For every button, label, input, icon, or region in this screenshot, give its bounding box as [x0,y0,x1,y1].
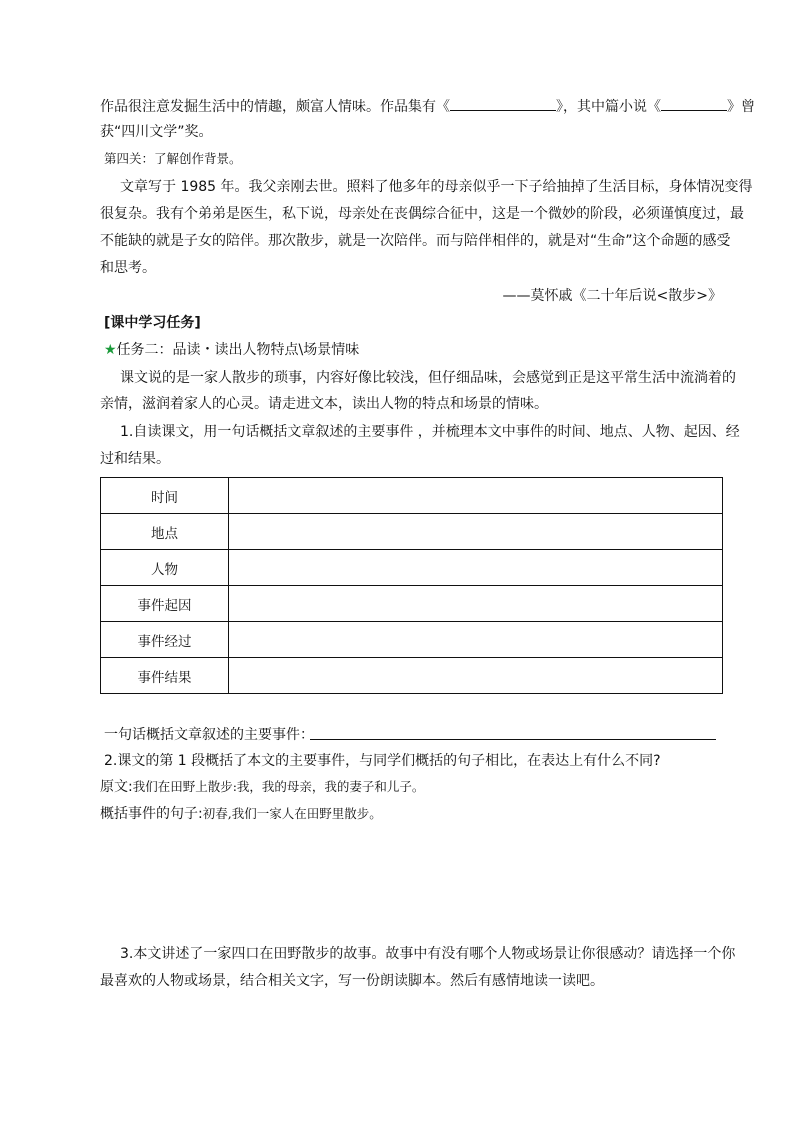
row-label-process: 事件经过 [101,622,229,658]
task2-title-text: 任务二：品读・读出人物特点\场景情味 [116,342,360,358]
stage4-para-line: 很复杂。我有个弟弟是医生，私下说，母亲处在丧偶综合征中，这是一个微妙的阶段，必须谨慎度过，最 [100,206,744,222]
intro-line-1 [100,96,755,117]
table-row [101,658,723,694]
table-row [101,586,723,622]
stage4-heading: 第四关：了解创作背景。 [104,151,242,166]
summary-sentence-label: 概括事件的句子: [100,806,203,822]
answer-cell-place[interactable] [229,514,723,550]
row-label-result: 事件结果 [101,658,229,694]
answer-cell-process[interactable] [229,622,723,658]
table-row [101,550,723,586]
summary-sentence [100,804,382,824]
question-2: 2.课文的第 1 段概括了本文的主要事件，与同学们概括的句子相比，在表达上有什么不同? [104,753,661,769]
row-label-people: 人物 [101,550,229,586]
task2-para-line: 亲情，滋润着家人的心灵。请走进文本，读出人物的特点和场景的情味。 [100,396,548,412]
task2-title [104,340,359,360]
section-title: [课中学习任务] [104,315,201,331]
intro-text-a: 作品很注意发掘生活中的情趣，颇富人情味。作品集有《 [100,99,450,115]
collection-blank[interactable] [450,96,556,111]
novel-blank[interactable] [661,96,727,111]
answer-cell-time[interactable] [229,478,723,514]
summary-label: 一句话概括文章叙述的主要事件： [104,727,314,743]
task2-para-line: 课文说的是一家人散步的琐事，内容好像比较浅，但仔细品味，会感觉到正是这平常生活中流淌着的 [120,370,736,386]
summary-sentence-text: 初春,我们一家人在田野里散步。 [202,806,382,821]
answer-cell-people[interactable] [229,550,723,586]
original-sentence [100,777,424,797]
row-label-cause: 事件起因 [101,586,229,622]
star-icon: ★ [104,342,117,358]
table-row [101,514,723,550]
event-table [100,477,723,694]
summary-answer-line[interactable] [310,739,716,740]
stage4-para-line: 不能缺的就是子女的陪伴。那次散步，就是一次陪伴。而与陪伴相伴的，就是对“生命”这个命题的感受 [100,233,731,249]
original-label: 原文: [100,779,133,795]
answer-cell-cause[interactable] [229,586,723,622]
table-row [101,478,723,514]
question-1-line: 过和结果。 [100,451,170,467]
intro-text-b: 》，其中篇小说《 [556,99,661,115]
intro-line-2: 获“四川文学”奖。 [100,124,213,140]
answer-cell-result[interactable] [229,658,723,694]
row-label-time: 时间 [101,478,229,514]
question-3-line: 最喜欢的人物或场景，结合相关文字，写一份朗读脚本。然后有感情地读一读吧。 [100,973,604,989]
intro-text-c: 》曾 [727,99,755,115]
stage4-source: ——莫怀戚《二十年后说<散步>》 [502,288,722,304]
stage4-para-line: 和思考。 [100,260,156,276]
original-text: 我们在田野上散步:我，我的母亲，我的妻子和儿子。 [132,779,425,794]
table-row [101,622,723,658]
stage4-para-line: 文章写于 1985 年。我父亲刚去世。照料了他多年的母亲似乎一下子给抽掉了生活目标，身体情况变得 [120,179,753,195]
question-3-line: 3.本文讲述了一家四口在田野散步的故事。故事中有没有哪个人物或场景让你很感动？请选择一个你 [120,946,736,962]
question-1-line: 1.自读课文，用一句话概括文章叙述的主要事件 ，并梳理本文中事件的时间、地点、人物、起因、经 [120,424,740,440]
row-label-place: 地点 [101,514,229,550]
